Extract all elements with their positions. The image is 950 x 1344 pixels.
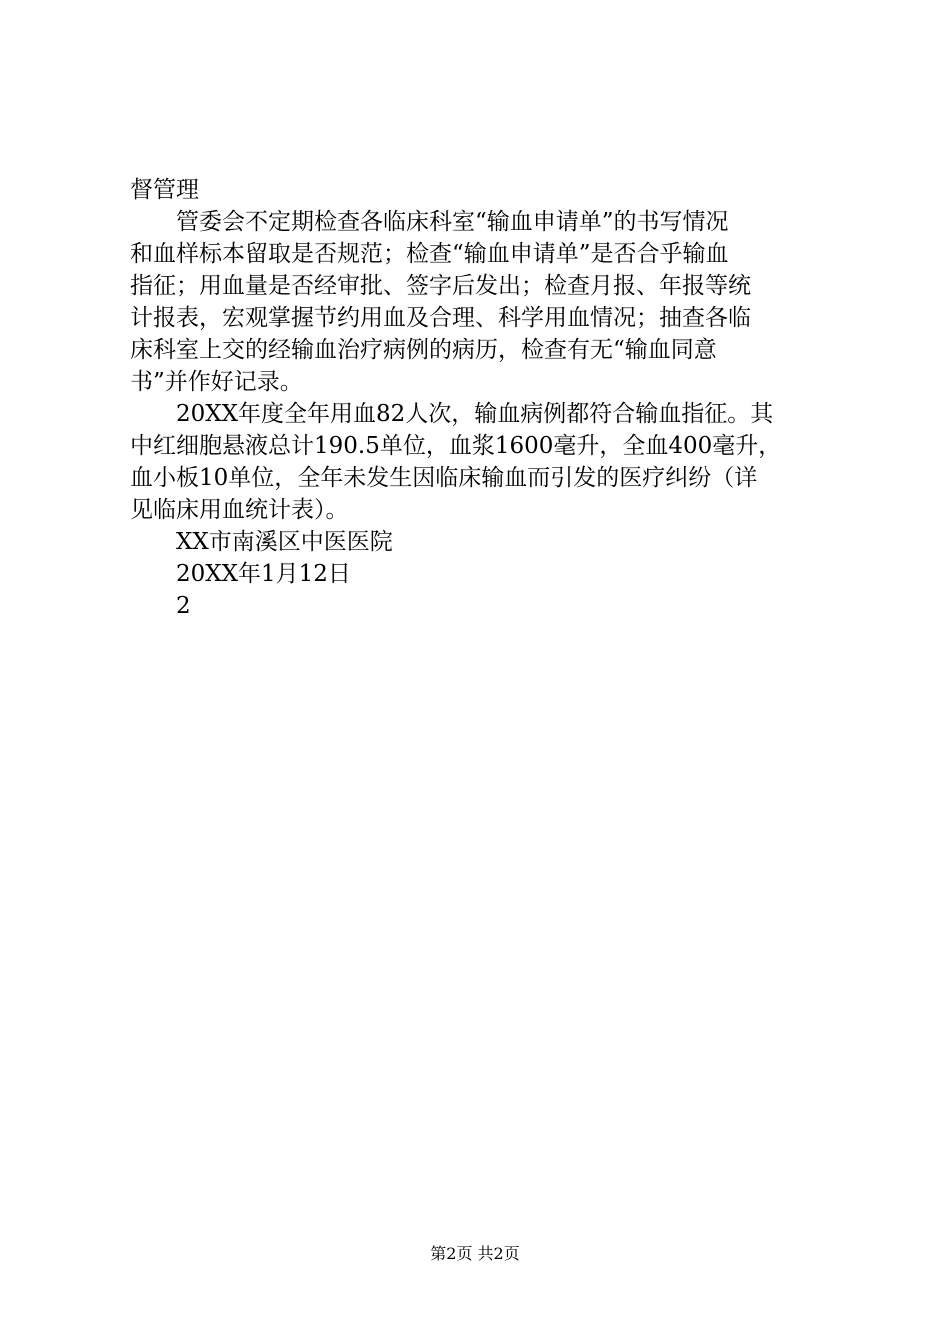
text-line-10: 见临床用血统计表）。 <box>130 497 349 523</box>
signature-date: 20XX年1月12日 <box>176 561 351 587</box>
text-line-7: 20XX年度全年用血82人次，输血病例都符合输血指征。其 <box>176 401 774 427</box>
text-line-1: 管委会不定期检查各临床科室“输血申请单”的书写情况 <box>176 209 729 235</box>
page-number-body: 2 <box>176 593 191 619</box>
text-line-9: 血小板10单位，全年未发生因临床输血而引发的医疗纠纷（详 <box>130 465 758 491</box>
text-line-2: 和血样标本留取是否规范；检查“输血申请单”是否合乎输血 <box>130 241 729 267</box>
page-footer: 第2页 共2页 <box>430 1244 520 1263</box>
text-line-3: 指征；用血量是否经审批、签字后发出；检查月报、年报等统 <box>130 273 751 299</box>
text-line-0: 督管理 <box>130 177 199 203</box>
text-line-8: 中红细胞悬液总计190.5单位，血浆1600毫升，全血400毫升， <box>130 433 782 459</box>
signature-organization: XX市南溪区中医医院 <box>176 529 393 555</box>
text-line-5: 床科室上交的经输血治疗病例的病历，检查有无“输血同意 <box>130 337 717 363</box>
text-line-6: 书”并作好记录。 <box>130 369 303 395</box>
text-line-4: 计报表，宏观掌握节约用血及合理、科学用血情况；抽查各临 <box>130 305 751 331</box>
